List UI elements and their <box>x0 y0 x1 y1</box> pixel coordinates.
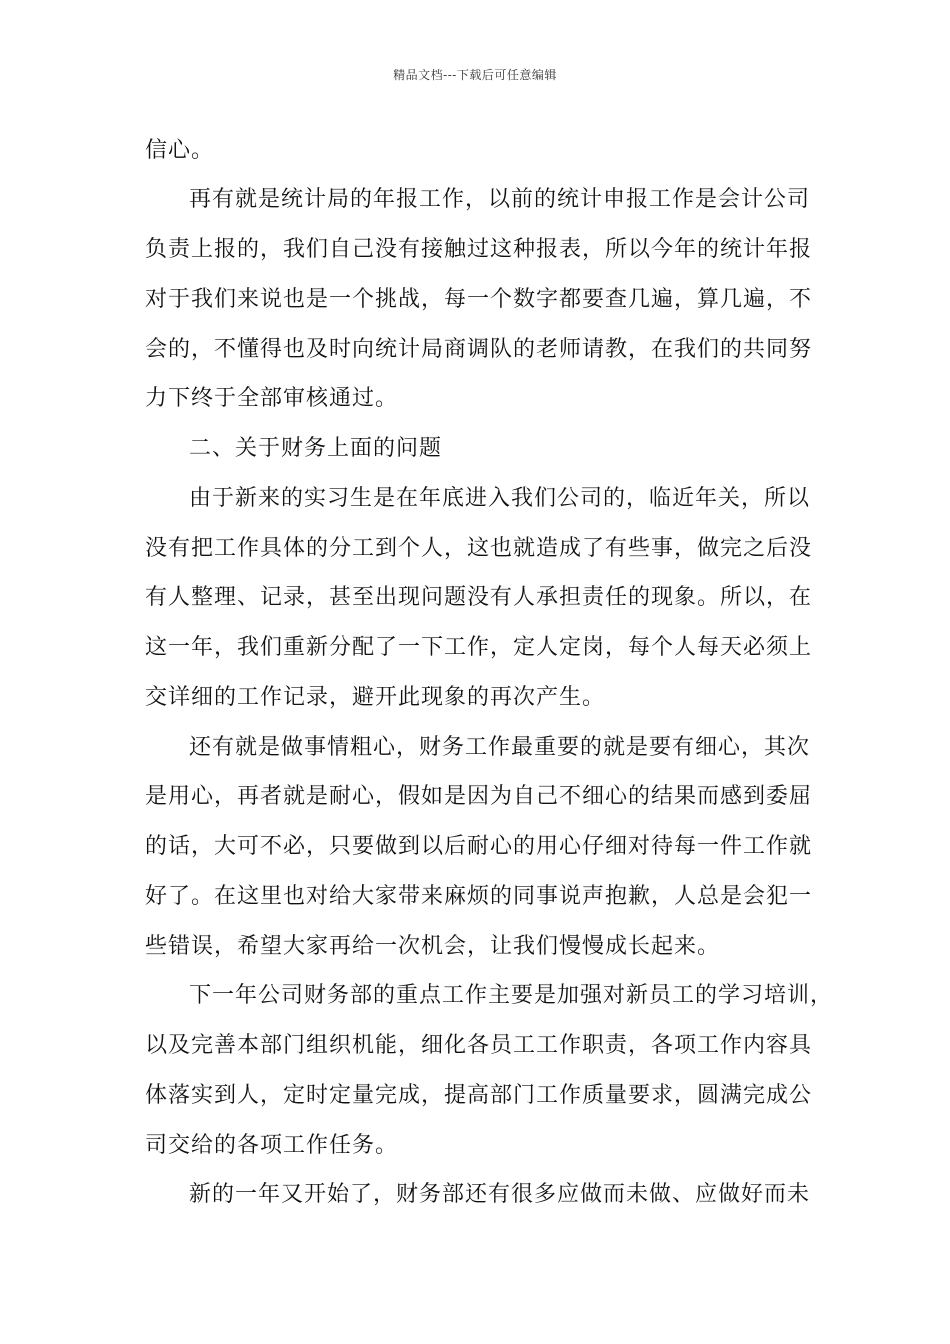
paragraph-first-line: 由于新来的实习生是在年底进入我们公司的，临近年关，所以 <box>189 486 811 511</box>
paragraph-first-line: 再有就是统计局的年报工作，以前的统计申报工作是会计公司 <box>189 187 811 212</box>
body-line: 的话，大可不必，只要做到以后耐心的用心仔细对待每一件工作就 <box>145 834 813 859</box>
body-line: 对于我们来说也是一个挑战，每一个数字都要查几遍，算几遍，不 <box>145 287 813 312</box>
body-line: 些错误，希望大家再给一次机会，让我们慢慢成长起来。 <box>145 934 721 959</box>
body-line: 力下终于全部审核通过。 <box>145 386 399 411</box>
body-line: 好了。在这里也对给大家带来麻烦的同事说声抱歉，人总是会犯一 <box>145 884 813 909</box>
body-line: 以及完善本部门组织机能，细化各员工工作职责，各项工作内容具 <box>145 1033 813 1058</box>
body-line: 有人整理、记录，甚至出现问题没有人承担责任的现象。所以，在 <box>145 585 813 610</box>
body-line: 是用心，再者就是耐心，假如是因为自己不细心的结果而感到委屈 <box>145 784 813 809</box>
body-line: 信心。 <box>145 138 215 163</box>
body-line: 体落实到人，定时定量完成，提高部门工作质量要求，圆满完成公 <box>145 1083 813 1108</box>
paragraph-first-line: 还有就是做事情粗心，财务工作最重要的就是要有细心，其次 <box>189 735 811 760</box>
body-line: 交详细的工作记录，避开此现象的再次产生。 <box>145 685 606 710</box>
page-header: 精品文档---下载后可任意编辑 <box>393 68 557 82</box>
paragraph-first-line: 下一年公司财务部的重点工作主要是加强对新员工的学习培训， <box>189 983 834 1008</box>
body-line: 没有把工作具体的分工到个人，这也就造成了有些事，做完之后没 <box>145 536 813 561</box>
body-line: 负责上报的，我们自己没有接触过这种报表，所以今年的统计年报 <box>145 237 813 262</box>
body-line: 会的，不懂得也及时向统计局商调队的老师请教，在我们的共同努 <box>145 337 813 362</box>
body-line: 司交给的各项工作任务。 <box>145 1133 399 1158</box>
body-line: 这一年，我们重新分配了一下工作，定人定岗，每个人每天必须上 <box>145 635 813 660</box>
paragraph-first-line: 新的一年又开始了，财务部还有很多应做而未做、应做好而未 <box>189 1182 811 1207</box>
section-heading: 二、关于财务上面的问题 <box>189 436 443 461</box>
